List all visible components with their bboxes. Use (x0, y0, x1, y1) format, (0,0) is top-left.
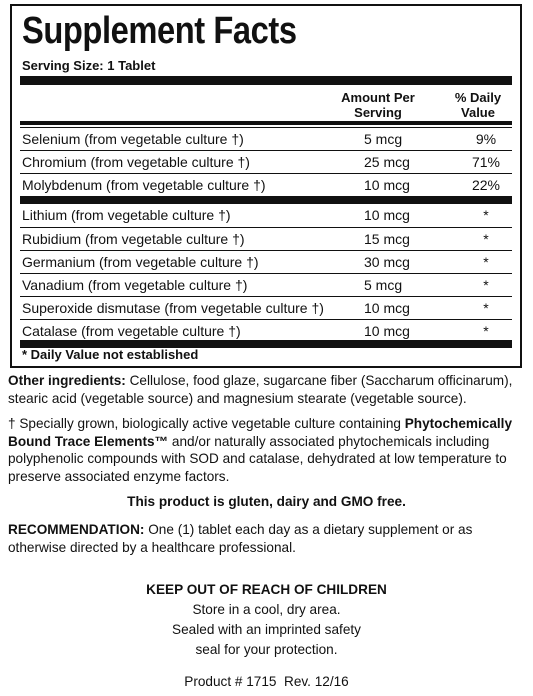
product-info: Product # 1715 Rev. 12/16 (184, 674, 349, 689)
nutrient-name: Germanium (from vegetable culture †) (22, 254, 259, 270)
panel-title: Supplement Facts (22, 10, 297, 52)
amount-header-line2: Serving (354, 105, 402, 120)
nutrient-dv: 9% (475, 131, 497, 147)
nutrient-amount: 5 mcg (364, 277, 403, 293)
nutrient-name: Catalase (from vegetable culture †) (22, 323, 241, 339)
nutrient-row (20, 296, 512, 320)
nutrient-name: Selenium (from vegetable culture †) (22, 131, 244, 147)
nutrient-name: Molybdenum (from vegetable culture †) (22, 177, 266, 193)
free-statement: This product is gluten, dairy and GMO free. (127, 494, 406, 509)
storage-line: Sealed with an imprinted safety (172, 622, 361, 637)
nutrient-row (20, 250, 512, 274)
serving-size: Serving Size: 1 Tablet (22, 58, 156, 73)
nutrient-name: Vanadium (from vegetable culture †) (22, 277, 248, 293)
nutrient-name: Rubidium (from vegetable culture †) (22, 231, 245, 247)
storage-line: seal for your protection. (195, 642, 338, 657)
culture-note (8, 415, 528, 485)
nutrient-dv: * (483, 207, 489, 223)
culture-note-post: and/or naturally associated phytochemicals including polyphenolic compounds with SOD and catalase, dehydrated at low temperature to preserve associated enzyme factors. (8, 433, 507, 484)
nutrient-name: Chromium (from vegetable culture †) (22, 154, 250, 170)
other-ingredients (8, 372, 528, 407)
recommendation (8, 521, 528, 556)
supplement-facts-panel (10, 4, 522, 368)
divider-group (20, 196, 512, 204)
other-ingredients-text: Cellulose, food glaze, sugarcane fiber (Saccharum officinarum), stearic acid (vegetable source) and magnesium stearate (vegetable source). (8, 373, 513, 406)
nutrient-amount: 10 mcg (364, 207, 410, 223)
nutrient-dv: * (483, 277, 489, 293)
dv-footnote: * Daily Value not established (22, 347, 199, 362)
nutrient-amount: 10 mcg (364, 323, 410, 339)
culture-note-pre: † Specially grown, biologically active vegetable culture containing (8, 416, 405, 431)
divider-header (20, 121, 512, 125)
nutrient-amount: 25 mcg (364, 154, 410, 170)
nutrient-amount: 5 mcg (364, 131, 403, 147)
nutrient-dv: * (483, 323, 489, 339)
storage-line: Store in a cool, dry area. (192, 602, 341, 617)
nutrient-row (20, 227, 512, 251)
nutrient-dv: * (483, 231, 489, 247)
nutrient-name: Superoxide dismutase (from vegetable culture †) (22, 300, 324, 316)
warning: KEEP OUT OF REACH OF CHILDREN (146, 582, 387, 597)
divider-thick-top (20, 76, 512, 85)
nutrient-amount: 10 mcg (364, 177, 410, 193)
nutrient-row (20, 150, 512, 174)
recommendation-text: One (1) tablet each day as a dietary supplement or as otherwise directed by a healthcare professional. (8, 522, 473, 555)
nutrient-row (20, 173, 512, 197)
amount-header (338, 90, 418, 120)
nutrient-row (20, 204, 512, 227)
amount-header-line1: Amount Per (341, 90, 415, 105)
nutrient-amount: 30 mcg (364, 254, 410, 270)
nutrient-row (20, 273, 512, 297)
nutrient-row (20, 127, 512, 151)
dv-header (448, 90, 508, 120)
nutrient-name: Lithium (from vegetable culture †) (22, 207, 231, 223)
nutrient-dv: * (483, 300, 489, 316)
recommendation-label: RECOMMENDATION: (8, 522, 145, 537)
nutrient-amount: 10 mcg (364, 300, 410, 316)
culture-note-bold: Phytochemically Bound Trace Elements™ (8, 416, 513, 449)
nutrient-dv: 71% (471, 154, 501, 170)
dv-header-line2: Value (461, 105, 495, 120)
other-ingredients-label: Other ingredients: (8, 373, 126, 388)
nutrient-amount: 15 mcg (364, 231, 410, 247)
nutrient-dv: 22% (471, 177, 501, 193)
dv-header-line1: % Daily (454, 90, 502, 105)
nutrient-dv: * (483, 254, 489, 270)
